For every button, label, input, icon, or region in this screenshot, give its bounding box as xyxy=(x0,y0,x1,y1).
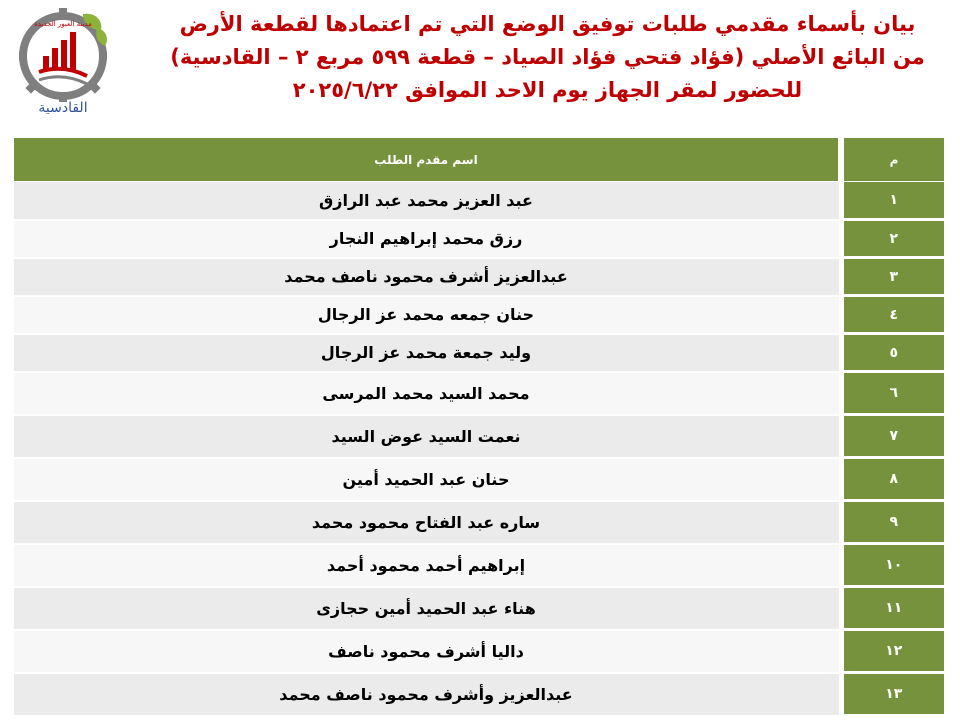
row-number: ١ xyxy=(844,182,945,220)
applicant-name: عبد العزيز محمد عبد الرازق xyxy=(14,182,839,220)
page-title xyxy=(150,8,945,107)
table-row xyxy=(14,544,945,587)
row-number: ١٠ xyxy=(844,544,945,587)
applicant-name: داليا أشرف محمود ناصف xyxy=(14,630,839,673)
logo-emblem-icon xyxy=(13,6,113,102)
applicant-name: ساره عبد الفتاح محمود محمد xyxy=(14,501,839,544)
applicant-name: نعمت السيد عوض السيد xyxy=(14,415,839,458)
title-line-3: للحضور لمقر الجهاز يوم الاحد الموافق ٢٠٢٥/٦/٢٢ xyxy=(292,78,803,102)
row-number: ٤ xyxy=(844,296,945,334)
table-row xyxy=(14,673,945,716)
table-row xyxy=(14,501,945,544)
city-logo xyxy=(8,6,118,122)
applicant-name: عبدالعزيز وأشرف محمود ناصف محمد xyxy=(14,673,839,716)
table-row xyxy=(14,296,945,334)
row-number: ٩ xyxy=(844,501,945,544)
applicant-name: وليد جمعة محمد عز الرجال xyxy=(14,334,839,372)
table-row xyxy=(14,458,945,501)
table-body xyxy=(14,182,945,716)
column-header-name: اسم مقدم الطلب xyxy=(14,138,839,182)
row-gap xyxy=(839,372,844,415)
title-line-1: بيان بأسماء مقدمي طلبات توفيق الوضع التي تم اعتمادها لقطعة الأرض xyxy=(179,12,916,36)
row-number: ١٢ xyxy=(844,630,945,673)
row-number: ١٣ xyxy=(844,673,945,716)
row-number: ٢ xyxy=(844,220,945,258)
row-gap xyxy=(839,334,844,372)
table-header-row xyxy=(14,138,945,182)
table-row xyxy=(14,258,945,296)
table-row xyxy=(14,587,945,630)
table-row xyxy=(14,334,945,372)
row-gap xyxy=(839,544,844,587)
applicant-name: إبراهيم أحمد محمود أحمد xyxy=(14,544,839,587)
row-gap xyxy=(839,673,844,716)
row-gap xyxy=(839,458,844,501)
table-row xyxy=(14,182,945,220)
logo-arc-text: مدينة العبور الجديدة xyxy=(34,20,92,28)
table-row xyxy=(14,630,945,673)
row-gap xyxy=(839,587,844,630)
table-row xyxy=(14,220,945,258)
row-gap xyxy=(839,501,844,544)
applicant-name: محمد السيد محمد المرسى xyxy=(14,372,839,415)
applicant-name: عبدالعزيز أشرف محمود ناصف محمد xyxy=(14,258,839,296)
row-gap xyxy=(839,296,844,334)
row-number: ٧ xyxy=(844,415,945,458)
table-row xyxy=(14,415,945,458)
row-number: ٣ xyxy=(844,258,945,296)
logo-caption: القادسية xyxy=(38,100,88,116)
row-number: ٨ xyxy=(844,458,945,501)
row-gap xyxy=(839,415,844,458)
applicant-name: حنان جمعه محمد عز الرجال xyxy=(14,296,839,334)
applicant-name: رزق محمد إبراهيم النجار xyxy=(14,220,839,258)
row-gap xyxy=(839,182,844,220)
row-number: ٦ xyxy=(844,372,945,415)
row-gap xyxy=(839,220,844,258)
row-gap xyxy=(839,258,844,296)
table-row xyxy=(14,372,945,415)
row-number: ٥ xyxy=(844,334,945,372)
column-header-number: م xyxy=(844,138,945,182)
title-line-2: من البائع الأصلي (فؤاد فتحي فؤاد الصياد – قطعة ٥٩٩ مربع ٢ – القادسية) xyxy=(170,45,925,69)
column-gap xyxy=(839,138,844,182)
row-number: ١١ xyxy=(844,587,945,630)
applicants-table xyxy=(13,137,944,717)
applicant-name: هناء عبد الحميد أمين حجازى xyxy=(14,587,839,630)
applicant-name: حنان عبد الحميد أمين xyxy=(14,458,839,501)
row-gap xyxy=(839,630,844,673)
